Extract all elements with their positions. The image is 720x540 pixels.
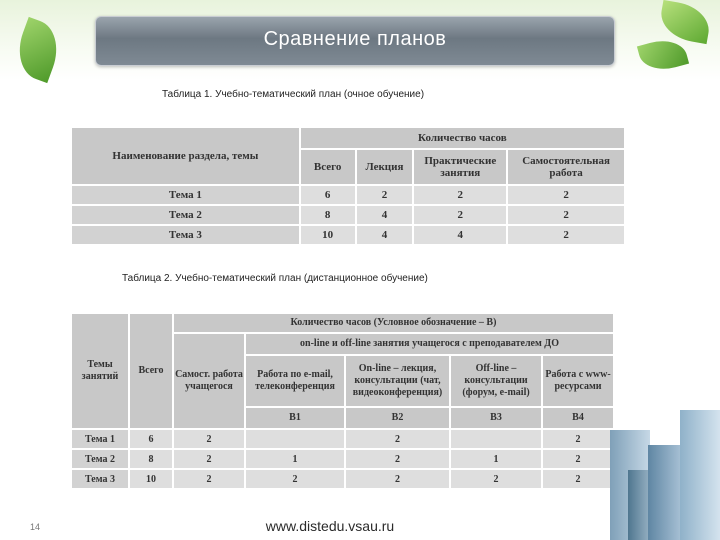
table-cell: 2 [173,449,245,469]
table-cell: 10 [129,469,173,489]
table-cell: 2 [356,185,414,205]
table1-col-header: Самостоятельная работа [507,149,625,185]
table-cell: 2 [450,469,542,489]
table-cell: 6 [129,429,173,449]
table-cell [245,429,345,449]
table-row [71,429,614,449]
table1 [70,126,626,246]
table-cell: 2 [413,205,507,225]
table-cell: 8 [129,449,173,469]
table-row [71,449,614,469]
table-cell: 2 [507,185,625,205]
table1-col-header: Практические занятия [413,149,507,185]
building-image [680,410,720,540]
table2-code: В1 [245,407,345,429]
table-cell: 2 [345,429,450,449]
table2-group-header: Количество часов (Условное обозначение – В) [173,313,614,333]
table-cell: 1 [450,449,542,469]
table2 [70,312,615,490]
table-cell: 2 [507,205,625,225]
slide-title: Сравнение планов [263,28,447,50]
table2-total-header: Всего [129,313,173,429]
table-cell: 2 [507,225,625,245]
table-cell: 2 [413,185,507,205]
table1-section-header: Наименование раздела, темы [71,127,300,185]
table2-subgroup-header: on-line и off-line занятия учащегося с преподавателем ДО [245,333,614,355]
table-cell: 1 [245,449,345,469]
table-cell: 2 [542,449,614,469]
table1-col-header: Лекция [356,149,414,185]
table2-self-header: Самост. работа учащегося [173,333,245,429]
table2-row-label: Тема 2 [71,449,129,469]
table2-col-header: Работа по e-mail, телеконференция [245,355,345,407]
table2-code: В4 [542,407,614,429]
table-cell: 2 [345,469,450,489]
table1-caption: Таблица 1. Учебно-тематический план (очное обучение) [162,89,425,100]
table2-col-header: On-line – лекция, консультации (чат, видеоконференция) [345,355,450,407]
table-cell: 6 [300,185,356,205]
table-cell: 2 [345,449,450,469]
table2-code: В3 [450,407,542,429]
table1-row-label: Тема 3 [71,225,300,245]
table2-col-header: Работа с www-ресурсами [542,355,614,407]
table-cell: 2 [542,469,614,489]
title-bar [95,16,615,66]
table2-col-header: Off-line – консультации (форум, e-mail) [450,355,542,407]
table2-topics-header: Темы занятий [71,313,129,429]
table-cell: 4 [356,205,414,225]
table-cell [450,429,542,449]
table-cell: 2 [542,429,614,449]
table-cell: 8 [300,205,356,225]
table1-row-label: Тема 1 [71,185,300,205]
footer-url[interactable]: www.distedu.vsau.ru [265,518,395,534]
table2-row-label: Тема 3 [71,469,129,489]
table2-code: В2 [345,407,450,429]
table-cell: 2 [173,429,245,449]
table-row [71,469,614,489]
table-cell: 2 [245,469,345,489]
page-number: 14 [30,522,41,532]
table-row [71,225,625,245]
table2-row-label: Тема 1 [71,429,129,449]
table-cell: 10 [300,225,356,245]
table1-row-label: Тема 2 [71,205,300,225]
table-cell: 4 [413,225,507,245]
table-cell: 2 [173,469,245,489]
building-image [648,445,682,540]
table-row [71,205,625,225]
table-cell: 4 [356,225,414,245]
table1-group-header: Количество часов [300,127,625,149]
table-row [71,185,625,205]
table2-caption: Таблица 2. Учебно-тематический план (дистанционное обучение) [122,273,428,284]
table1-col-header: Всего [300,149,356,185]
